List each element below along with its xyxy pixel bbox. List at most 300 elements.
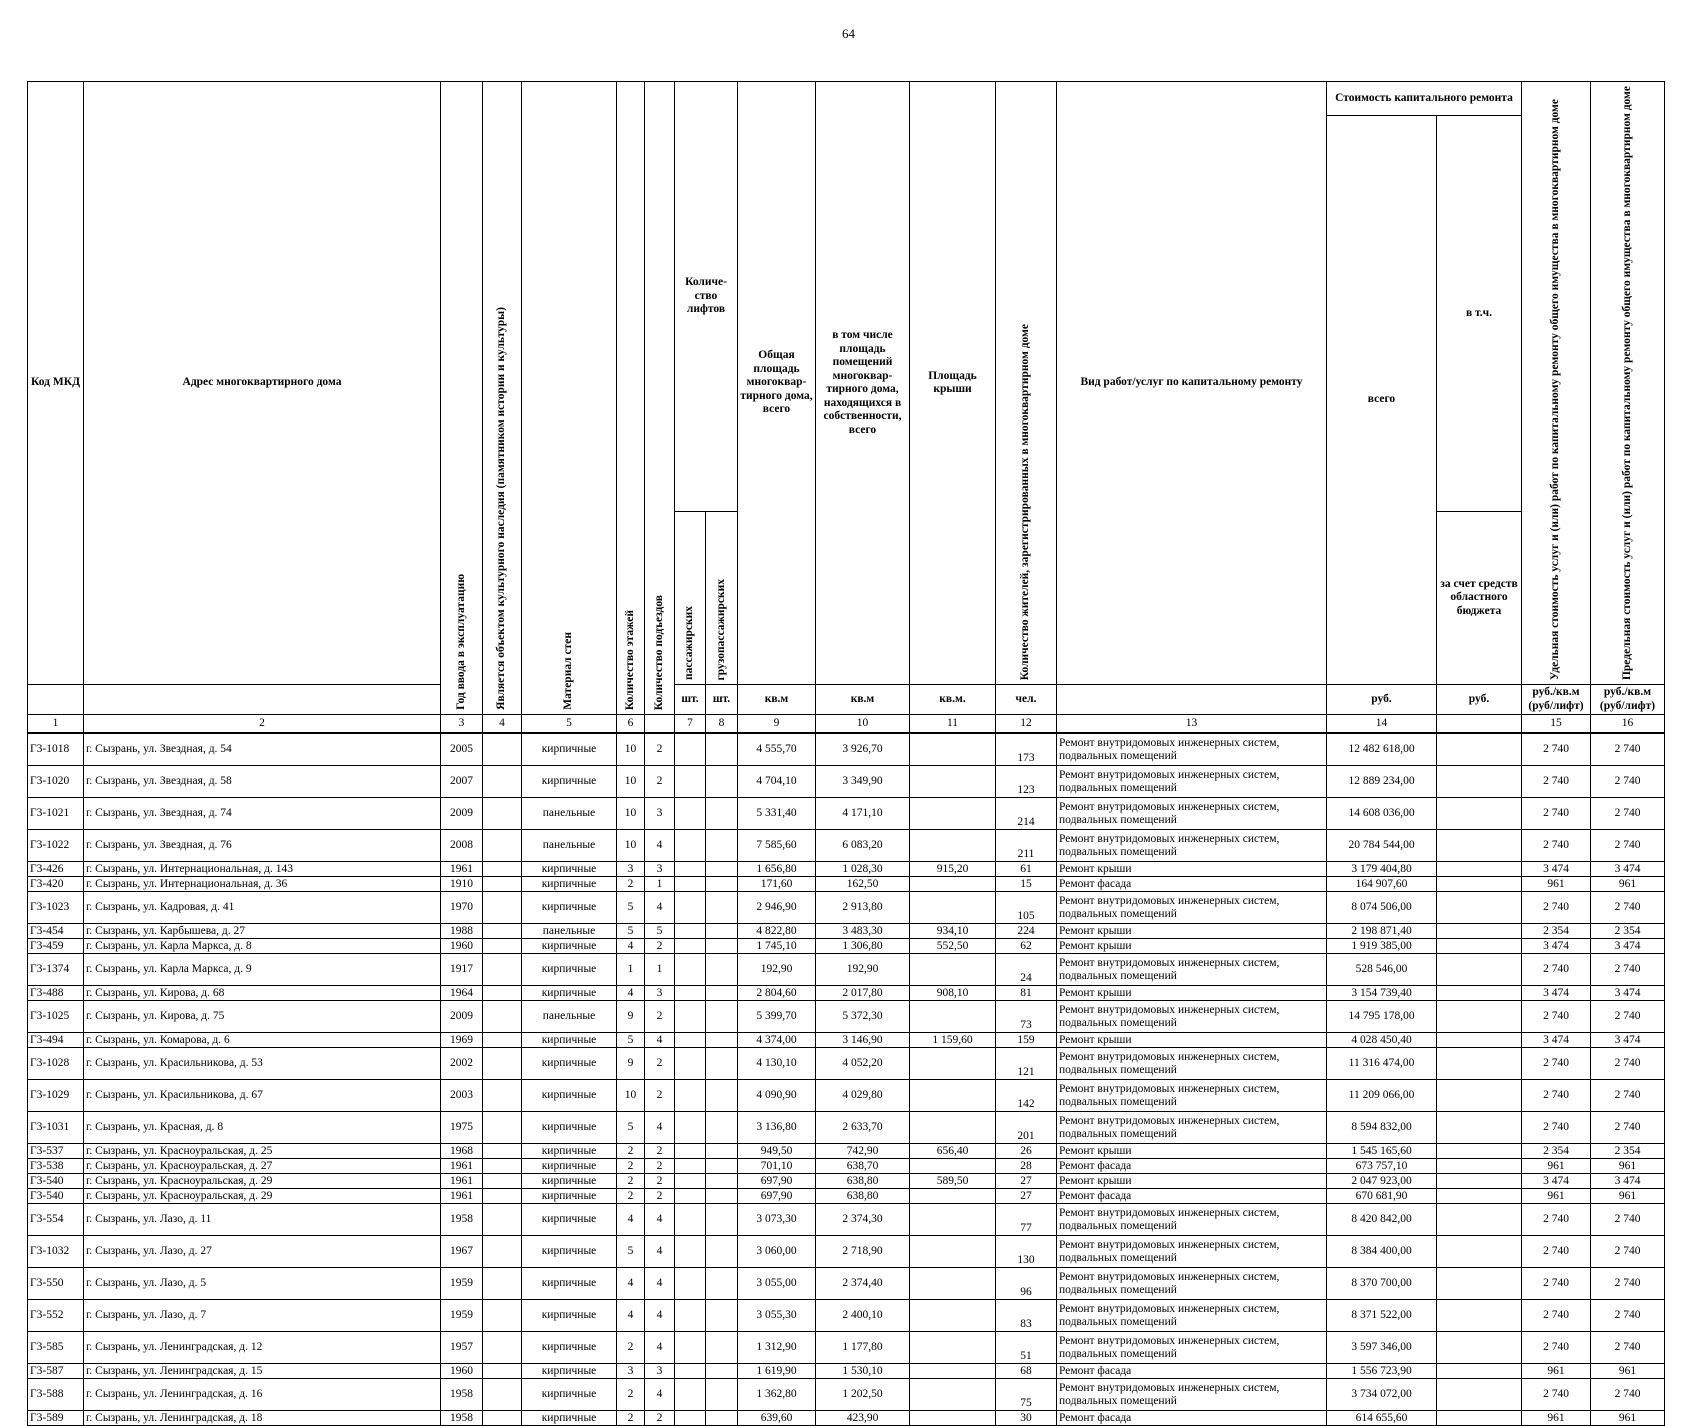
cell-max-cost: 2 354 <box>1591 924 1665 939</box>
cell-unit-cost: 2 740 <box>1522 954 1591 986</box>
cell-lifts-passenger <box>675 924 706 939</box>
cell-address: г. Сызрань, ул. Красильникова, д. 67 <box>84 1080 441 1112</box>
cell-owned-area: 192,90 <box>816 954 910 986</box>
table-row <box>28 798 1665 830</box>
cell-residents: 28 <box>996 1159 1057 1174</box>
cell-max-cost: 2 740 <box>1591 733 1665 766</box>
cell-cost-total: 8 371 522,00 <box>1327 1300 1437 1332</box>
cell-owned-area: 6 083,20 <box>816 830 910 862</box>
cell-heritage <box>483 1001 522 1033</box>
cell-floors: 2 <box>617 1189 645 1204</box>
cell-lifts-freight <box>706 830 738 862</box>
cell-cost-total: 4 028 450,40 <box>1327 1033 1437 1048</box>
cell-code: Г3-454 <box>28 924 84 939</box>
cell-lifts-passenger <box>675 1204 706 1236</box>
cell-material: кирпичные <box>522 766 617 798</box>
column-number <box>645 715 675 734</box>
cell-heritage <box>483 1411 522 1426</box>
cell-year: 2008 <box>441 830 483 862</box>
cell-code: Г3-1374 <box>28 954 84 986</box>
cell-year: 1964 <box>441 986 483 1001</box>
cell-year: 1975 <box>441 1112 483 1144</box>
cell-roof-area <box>910 1159 996 1174</box>
cell-unit-cost: 2 740 <box>1522 798 1591 830</box>
cell-roof-area <box>910 1379 996 1411</box>
cell-code: Г3-1032 <box>28 1236 84 1268</box>
cell-unit-cost: 2 740 <box>1522 1332 1591 1364</box>
cell-entrances: 2 <box>645 1080 675 1112</box>
unit-unit-cost: руб./кв.м (руб/лифт) <box>1522 685 1591 715</box>
cell-residents: 159 <box>996 1033 1057 1048</box>
table-row <box>28 1379 1665 1411</box>
cell-floors: 5 <box>617 892 645 924</box>
cell-cost-total: 8 370 700,00 <box>1327 1268 1437 1300</box>
cell-address: г. Сызрань, ул. Карбышева, д. 27 <box>84 924 441 939</box>
cell-lifts-freight <box>706 986 738 1001</box>
cell-cost-total: 3 154 739,40 <box>1327 986 1437 1001</box>
cell-unit-cost: 2 740 <box>1522 1204 1591 1236</box>
cell-cost-regional <box>1437 877 1522 892</box>
cell-owned-area: 638,80 <box>816 1189 910 1204</box>
cell-residents: 211 <box>996 830 1057 862</box>
cell-total-area: 4 555,70 <box>738 733 816 766</box>
cell-work-type: Ремонт внутридомовых инженерных систем, подвальных помещений <box>1057 1236 1327 1268</box>
cell-lifts-freight <box>706 733 738 766</box>
table-row <box>28 733 1665 766</box>
table-row <box>28 1268 1665 1300</box>
cell-residents: 24 <box>996 954 1057 986</box>
cell-owned-area: 162,50 <box>816 877 910 892</box>
cell-cost-regional <box>1437 1268 1522 1300</box>
cell-total-area: 3 136,80 <box>738 1112 816 1144</box>
cell-heritage <box>483 924 522 939</box>
cell-lifts-freight <box>706 877 738 892</box>
cell-heritage <box>483 1112 522 1144</box>
cell-material: кирпичные <box>522 954 617 986</box>
cell-residents: 62 <box>996 939 1057 954</box>
cell-lifts-passenger <box>675 1300 706 1332</box>
cell-lifts-freight <box>706 798 738 830</box>
cell-cost-regional <box>1437 1159 1522 1174</box>
cell-heritage <box>483 766 522 798</box>
cell-roof-area <box>910 1080 996 1112</box>
cell-unit-cost: 3 474 <box>1522 1033 1591 1048</box>
cell-year: 1910 <box>441 877 483 892</box>
cell-floors: 5 <box>617 1033 645 1048</box>
unit-residents: чел. <box>996 685 1057 715</box>
cell-year: 1988 <box>441 924 483 939</box>
cell-code: Г3-1023 <box>28 892 84 924</box>
cell-unit-cost: 961 <box>1522 877 1591 892</box>
cell-heritage <box>483 1048 522 1080</box>
cell-unit-cost: 2 740 <box>1522 1268 1591 1300</box>
cell-unit-cost: 961 <box>1522 1411 1591 1426</box>
cell-work-type: Ремонт крыши <box>1057 1174 1327 1189</box>
cell-cost-total: 12 889 234,00 <box>1327 766 1437 798</box>
column-number: 4 <box>483 715 522 734</box>
cell-lifts-freight <box>706 1112 738 1144</box>
header-cost-incl: в т.ч. <box>1437 116 1522 512</box>
cell-cost-total: 8 594 832,00 <box>1327 1112 1437 1144</box>
cell-lifts-freight <box>706 924 738 939</box>
cell-material: кирпичные <box>522 1189 617 1204</box>
cell-entrances: 2 <box>645 1048 675 1080</box>
cell-entrances: 3 <box>645 1364 675 1379</box>
cell-lifts-freight <box>706 1048 738 1080</box>
cell-address: г. Сызрань, ул. Карла Маркса, д. 9 <box>84 954 441 986</box>
column-numbers-row <box>28 715 1665 734</box>
cell-heritage <box>483 1033 522 1048</box>
header-work-type: Вид работ/услуг по капитальному ремонту <box>1057 82 1327 685</box>
cell-cost-total: 528 546,00 <box>1327 954 1437 986</box>
cell-max-cost: 2 740 <box>1591 954 1665 986</box>
cell-address: г. Сызрань, ул. Звездная, д. 74 <box>84 798 441 830</box>
cell-cost-total: 2 047 923,00 <box>1327 1174 1437 1189</box>
cell-work-type: Ремонт фасада <box>1057 1364 1327 1379</box>
cell-code: Г3-1028 <box>28 1048 84 1080</box>
cell-lifts-passenger <box>675 1364 706 1379</box>
cell-year: 1960 <box>441 1364 483 1379</box>
cell-address: г. Сызрань, ул. Карла Маркса, д. 8 <box>84 939 441 954</box>
cell-unit-cost: 2 740 <box>1522 766 1591 798</box>
column-number: 7 <box>675 715 706 734</box>
cell-total-area: 1 312,90 <box>738 1332 816 1364</box>
cell-max-cost: 961 <box>1591 1411 1665 1426</box>
cell-heritage <box>483 798 522 830</box>
cell-cost-regional <box>1437 1144 1522 1159</box>
cell-owned-area: 1 202,50 <box>816 1379 910 1411</box>
cell-total-area: 5 331,40 <box>738 798 816 830</box>
cell-material: кирпичные <box>522 892 617 924</box>
cell-cost-regional <box>1437 1332 1522 1364</box>
cell-material: кирпичные <box>522 1080 617 1112</box>
cell-work-type: Ремонт фасада <box>1057 877 1327 892</box>
table-row <box>28 892 1665 924</box>
cell-cost-total: 14 608 036,00 <box>1327 798 1437 830</box>
header-cost-total: всего <box>1327 116 1437 685</box>
cell-residents: 73 <box>996 1001 1057 1033</box>
cell-lifts-passenger <box>675 1236 706 1268</box>
cell-unit-cost: 3 474 <box>1522 862 1591 877</box>
cell-unit-cost: 3 474 <box>1522 1174 1591 1189</box>
cell-address: г. Сызрань, ул. Ленинградская, д. 16 <box>84 1379 441 1411</box>
cell-heritage <box>483 1364 522 1379</box>
cell-total-area: 3 055,00 <box>738 1268 816 1300</box>
cell-residents: 27 <box>996 1174 1057 1189</box>
cell-lifts-freight <box>706 1268 738 1300</box>
unit-lifts-freight: шт. <box>706 685 738 715</box>
cell-owned-area: 1 028,30 <box>816 862 910 877</box>
cell-code: Г3-494 <box>28 1033 84 1048</box>
cell-max-cost: 3 474 <box>1591 1174 1665 1189</box>
cell-owned-area: 2 374,40 <box>816 1268 910 1300</box>
cell-cost-total: 3 734 072,00 <box>1327 1379 1437 1411</box>
cell-max-cost: 3 474 <box>1591 1033 1665 1048</box>
header-heritage: Является объектом культурного наследия (памятником истории и культуры) <box>483 82 522 715</box>
cell-material: кирпичные <box>522 1379 617 1411</box>
cell-entrances: 2 <box>645 1144 675 1159</box>
cell-unit-cost: 961 <box>1522 1159 1591 1174</box>
cell-lifts-freight <box>706 1144 738 1159</box>
cell-floors: 4 <box>617 1300 645 1332</box>
cell-total-area: 4 374,00 <box>738 1033 816 1048</box>
cell-owned-area: 2 017,80 <box>816 986 910 1001</box>
cell-floors: 2 <box>617 1379 645 1411</box>
cell-residents: 123 <box>996 766 1057 798</box>
table-row <box>28 1001 1665 1033</box>
cell-unit-cost: 2 740 <box>1522 733 1591 766</box>
cell-residents: 27 <box>996 1189 1057 1204</box>
table-row <box>28 924 1665 939</box>
cell-year: 2007 <box>441 766 483 798</box>
cell-address: г. Сызрань, ул. Ленинградская, д. 18 <box>84 1411 441 1426</box>
unit-cost-total: руб. <box>1327 685 1437 715</box>
cell-material: кирпичные <box>522 1332 617 1364</box>
unit-total-area: кв.м <box>738 685 816 715</box>
table-row <box>28 1112 1665 1144</box>
cell-year: 1957 <box>441 1332 483 1364</box>
cell-max-cost: 2 740 <box>1591 766 1665 798</box>
cell-material: кирпичные <box>522 1411 617 1426</box>
cell-floors: 2 <box>617 1174 645 1189</box>
cell-max-cost: 3 474 <box>1591 986 1665 1001</box>
cell-lifts-passenger <box>675 1411 706 1426</box>
cell-entrances: 4 <box>645 1268 675 1300</box>
cell-entrances: 4 <box>645 1112 675 1144</box>
unit-cost-regional: руб. <box>1437 685 1522 715</box>
cell-lifts-freight <box>706 1332 738 1364</box>
cell-work-type: Ремонт внутридомовых инженерных систем, подвальных помещений <box>1057 1080 1327 1112</box>
table-row <box>28 1204 1665 1236</box>
cell-code: Г3-488 <box>28 986 84 1001</box>
cell-max-cost: 3 474 <box>1591 862 1665 877</box>
cell-address: г. Сызрань, ул. Звездная, д. 58 <box>84 766 441 798</box>
cell-cost-regional <box>1437 1033 1522 1048</box>
cell-cost-total: 8 384 400,00 <box>1327 1236 1437 1268</box>
cell-entrances: 4 <box>645 1332 675 1364</box>
header-unit-cost: Удельная стоимость услуг и (или) работ по капитальному ремонту общего имущества в многоквартирном доме <box>1522 82 1591 685</box>
cell-residents: 51 <box>996 1332 1057 1364</box>
capital-repair-table <box>27 81 1665 1426</box>
cell-residents: 96 <box>996 1268 1057 1300</box>
cell-unit-cost: 2 740 <box>1522 892 1591 924</box>
cell-code: Г3-459 <box>28 939 84 954</box>
table-row <box>28 862 1665 877</box>
cell-year: 1959 <box>441 1268 483 1300</box>
cell-entrances: 2 <box>645 1189 675 1204</box>
cell-residents: 81 <box>996 986 1057 1001</box>
cell-cost-total: 164 907,60 <box>1327 877 1437 892</box>
cell-address: г. Сызрань, ул. Кирова, д. 68 <box>84 986 441 1001</box>
column-number: 10 <box>816 715 910 734</box>
cell-total-area: 192,90 <box>738 954 816 986</box>
cell-cost-regional <box>1437 1112 1522 1144</box>
cell-heritage <box>483 1174 522 1189</box>
cell-heritage <box>483 1189 522 1204</box>
cell-year: 1958 <box>441 1204 483 1236</box>
cell-year: 1969 <box>441 1033 483 1048</box>
unit-roof-area: кв.м. <box>910 685 996 715</box>
column-number: 11 <box>910 715 996 734</box>
cell-code: Г3-540 <box>28 1174 84 1189</box>
cell-heritage <box>483 733 522 766</box>
cell-residents: 121 <box>996 1048 1057 1080</box>
cell-residents: 173 <box>996 733 1057 766</box>
cell-cost-total: 14 795 178,00 <box>1327 1001 1437 1033</box>
cell-work-type: Ремонт фасада <box>1057 1189 1327 1204</box>
cell-floors: 2 <box>617 1332 645 1364</box>
header-entrances: Количество подъездов <box>645 82 675 715</box>
cell-cost-regional <box>1437 1379 1522 1411</box>
cell-max-cost: 2 740 <box>1591 1001 1665 1033</box>
cell-heritage <box>483 877 522 892</box>
cell-lifts-passenger <box>675 1001 706 1033</box>
cell-work-type: Ремонт крыши <box>1057 924 1327 939</box>
cell-cost-total: 673 757,10 <box>1327 1159 1437 1174</box>
cell-lifts-passenger <box>675 1189 706 1204</box>
table-row <box>28 1048 1665 1080</box>
cell-unit-cost: 2 740 <box>1522 830 1591 862</box>
cell-material: кирпичные <box>522 1144 617 1159</box>
cell-cost-total: 11 316 474,00 <box>1327 1048 1437 1080</box>
cell-work-type: Ремонт фасада <box>1057 1411 1327 1426</box>
cell-lifts-freight <box>706 1236 738 1268</box>
cell-unit-cost: 3 474 <box>1522 986 1591 1001</box>
header-owned-area: в том числе площадь помещений многоквар-тирного дома, находящихся в собственности, всего <box>816 82 910 685</box>
cell-lifts-passenger <box>675 892 706 924</box>
cell-max-cost: 2 740 <box>1591 1112 1665 1144</box>
cell-code: Г3-1020 <box>28 766 84 798</box>
cell-address: г. Сызрань, ул. Интернациональная, д. 36 <box>84 877 441 892</box>
table-row <box>28 1033 1665 1048</box>
cell-code: Г3-550 <box>28 1268 84 1300</box>
cell-work-type: Ремонт внутридомовых инженерных систем, подвальных помещений <box>1057 1268 1327 1300</box>
cell-code: Г3-1022 <box>28 830 84 862</box>
cell-max-cost: 2 354 <box>1591 1144 1665 1159</box>
cell-code: Г3-1029 <box>28 1080 84 1112</box>
cell-material: кирпичные <box>522 1048 617 1080</box>
cell-code: Г3-1031 <box>28 1112 84 1144</box>
cell-code: Г3-587 <box>28 1364 84 1379</box>
header-year: Год ввода в эксплуатацию <box>441 82 483 715</box>
cell-roof-area <box>910 1300 996 1332</box>
cell-owned-area: 5 372,30 <box>816 1001 910 1033</box>
cell-total-area: 171,60 <box>738 877 816 892</box>
cell-cost-regional <box>1437 924 1522 939</box>
cell-unit-cost: 2 740 <box>1522 1379 1591 1411</box>
cell-owned-area: 3 146,90 <box>816 1033 910 1048</box>
cell-heritage <box>483 1268 522 1300</box>
cell-floors: 10 <box>617 766 645 798</box>
cell-residents: 15 <box>996 877 1057 892</box>
cell-work-type: Ремонт внутридомовых инженерных систем, подвальных помещений <box>1057 1300 1327 1332</box>
cell-max-cost: 961 <box>1591 1159 1665 1174</box>
cell-lifts-freight <box>706 1364 738 1379</box>
cell-owned-area: 1 306,80 <box>816 939 910 954</box>
cell-total-area: 1 745,10 <box>738 939 816 954</box>
unit-address <box>84 685 441 715</box>
cell-work-type: Ремонт внутридомовых инженерных систем, подвальных помещений <box>1057 892 1327 924</box>
cell-entrances: 4 <box>645 1300 675 1332</box>
column-number: 2 <box>84 715 441 734</box>
table-row <box>28 877 1665 892</box>
cell-unit-cost: 2 354 <box>1522 924 1591 939</box>
cell-roof-area <box>910 1332 996 1364</box>
cell-address: г. Сызрань, ул. Ленинградская, д. 12 <box>84 1332 441 1364</box>
table-row <box>28 1411 1665 1426</box>
cell-total-area: 1 619,90 <box>738 1364 816 1379</box>
cell-lifts-freight <box>706 1379 738 1411</box>
cell-cost-regional <box>1437 939 1522 954</box>
cell-entrances: 4 <box>645 892 675 924</box>
cell-roof-area <box>910 1268 996 1300</box>
cell-cost-total: 1 919 385,00 <box>1327 939 1437 954</box>
cell-max-cost: 2 740 <box>1591 1300 1665 1332</box>
cell-lifts-passenger <box>675 1080 706 1112</box>
cell-lifts-freight <box>706 1411 738 1426</box>
cell-address: г. Сызрань, ул. Ленинградская, д. 15 <box>84 1364 441 1379</box>
cell-floors: 9 <box>617 1048 645 1080</box>
cell-floors: 10 <box>617 1080 645 1112</box>
cell-total-area: 639,60 <box>738 1411 816 1426</box>
cell-work-type: Ремонт внутридомовых инженерных систем, подвальных помещений <box>1057 1332 1327 1364</box>
cell-total-area: 4 090,90 <box>738 1080 816 1112</box>
cell-entrances: 4 <box>645 1379 675 1411</box>
cell-entrances: 1 <box>645 877 675 892</box>
cell-floors: 2 <box>617 1411 645 1426</box>
cell-owned-area: 2 374,30 <box>816 1204 910 1236</box>
cell-work-type: Ремонт крыши <box>1057 862 1327 877</box>
cell-roof-area: 934,10 <box>910 924 996 939</box>
cell-address: г. Сызрань, ул. Лазо, д. 5 <box>84 1268 441 1300</box>
cell-cost-regional <box>1437 1236 1522 1268</box>
cell-owned-area: 4 029,80 <box>816 1080 910 1112</box>
cell-work-type: Ремонт внутридомовых инженерных систем, подвальных помещений <box>1057 830 1327 862</box>
header-total-area: Общая площадь многоквар-тирного дома, всего <box>738 82 816 685</box>
column-number <box>1437 715 1522 734</box>
cell-max-cost: 2 740 <box>1591 830 1665 862</box>
cell-unit-cost: 2 740 <box>1522 1080 1591 1112</box>
cell-code: Г3-540 <box>28 1189 84 1204</box>
cell-code: Г3-420 <box>28 877 84 892</box>
cell-address: г. Сызрань, ул. Красноуральская, д. 29 <box>84 1189 441 1204</box>
cell-roof-area <box>910 1112 996 1144</box>
cell-entrances: 2 <box>645 1001 675 1033</box>
cell-max-cost: 2 740 <box>1591 798 1665 830</box>
cell-cost-regional <box>1437 733 1522 766</box>
cell-residents: 201 <box>996 1112 1057 1144</box>
cell-roof-area <box>910 892 996 924</box>
cell-total-area: 3 073,30 <box>738 1204 816 1236</box>
cell-total-area: 4 704,10 <box>738 766 816 798</box>
cell-total-area: 701,10 <box>738 1159 816 1174</box>
cell-lifts-passenger <box>675 939 706 954</box>
cell-entrances: 1 <box>645 954 675 986</box>
cell-max-cost: 961 <box>1591 1364 1665 1379</box>
column-number: 6 <box>617 715 645 734</box>
cell-unit-cost: 961 <box>1522 1364 1591 1379</box>
cell-cost-total: 8 074 506,00 <box>1327 892 1437 924</box>
cell-cost-regional <box>1437 766 1522 798</box>
table-row <box>28 830 1665 862</box>
cell-roof-area <box>910 1189 996 1204</box>
cell-total-area: 7 585,60 <box>738 830 816 862</box>
cell-lifts-freight <box>706 1300 738 1332</box>
unit-owned-area: кв.м <box>816 685 910 715</box>
cell-roof-area <box>910 1364 996 1379</box>
cell-year: 1958 <box>441 1411 483 1426</box>
cell-residents: 77 <box>996 1204 1057 1236</box>
